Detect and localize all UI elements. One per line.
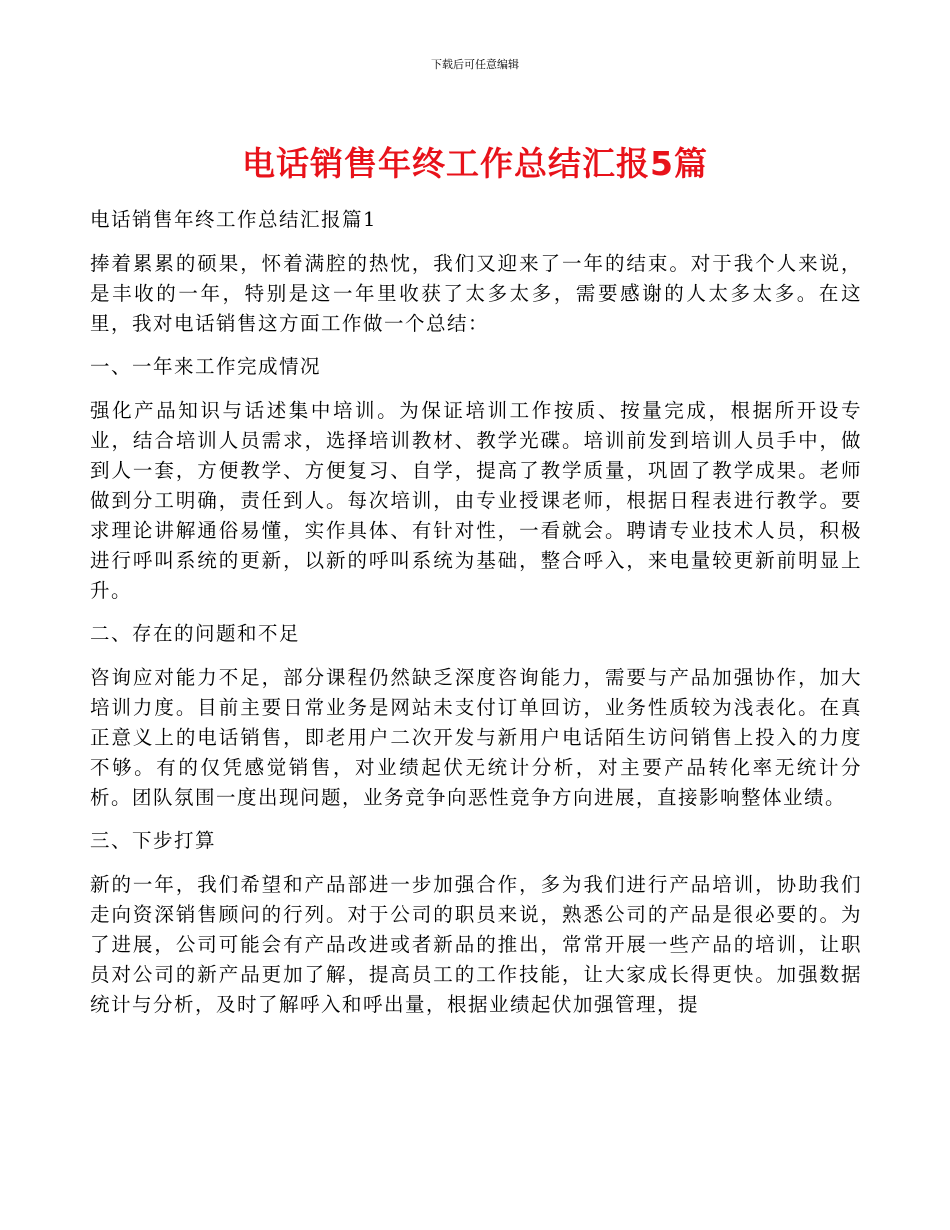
article-subheading: 电话销售年终工作总结汇报篇1: [90, 208, 377, 231]
intro-paragraph: 捧着累累的硕果，怀着满腔的热忱，我们又迎来了一年的结束。对于我个人来说，是丰收的一年，特别是这一年里收获了太多太多，需要感谢的人太多太多。在这里，我对电话销售这方面工作做一个总结：: [90, 252, 862, 335]
section-heading-2: 二、存在的问题和不足: [90, 622, 301, 645]
section-heading-3: 三、下步打算: [90, 829, 217, 852]
section-paragraph-1: 强化产品知识与话述集中培训。为保证培训工作按质、按量完成，根据所开设专业，结合培训人员需求，选择培训教材、教学光碟。培训前发到培训人员手中，做到人一套，方便教学、方便复习、自学，提高了教学质量，巩固了教学成果。老师做到分工明确，责任到人。每次培训，由专业授课老师，根据日程表进行教学。要求理论讲解通俗易懂，实作具体、有针对性，一看就会。聘请专业技术人员，积极进行呼叫系统的更新，以新的呼叫系统为基础，整合呼入，来电量较更新前明显上升。: [90, 399, 862, 602]
header-note: 下载后可任意编辑: [431, 58, 519, 71]
section-paragraph-2: 咨询应对能力不足，部分课程仍然缺乏深度咨询能力，需要与产品加强协作，加大培训力度。目前主要日常业务是网站未支付订单回访，业务性质较为浅表化。在真正意义上的电话销售，即老用户二次开发与新用户电话陌生访问销售上投入的力度不够。有的仅凭感觉销售，对业绩起伏无统计分析，对主要产品转化率无统计分析。团队氛围一度出现问题，业务竞争向恶性竞争方向进展，直接影响整体业绩。: [90, 666, 862, 809]
section-paragraph-3: 新的一年，我们希望和产品部进一步加强合作，多为我们进行产品培训，协助我们走向资深销售顾问的行列。对于公司的职员来说，熟悉公司的产品是很必要的。为了进展，公司可能会有产品改进或者新品的推出，常常开展一些产品的培训，让职员对公司的新产品更加了解，提高员工的工作技能，让大家成长得更快。加强数据统计与分析，及时了解呼入和呼出量，根据业绩起伏加强管理，提: [90, 873, 862, 1016]
section-heading-1: 一、一年来工作完成情况: [90, 355, 322, 378]
document-body: [90, 205, 862, 1033]
document-title: 电话销售年终工作总结汇报5篇: [242, 144, 708, 183]
